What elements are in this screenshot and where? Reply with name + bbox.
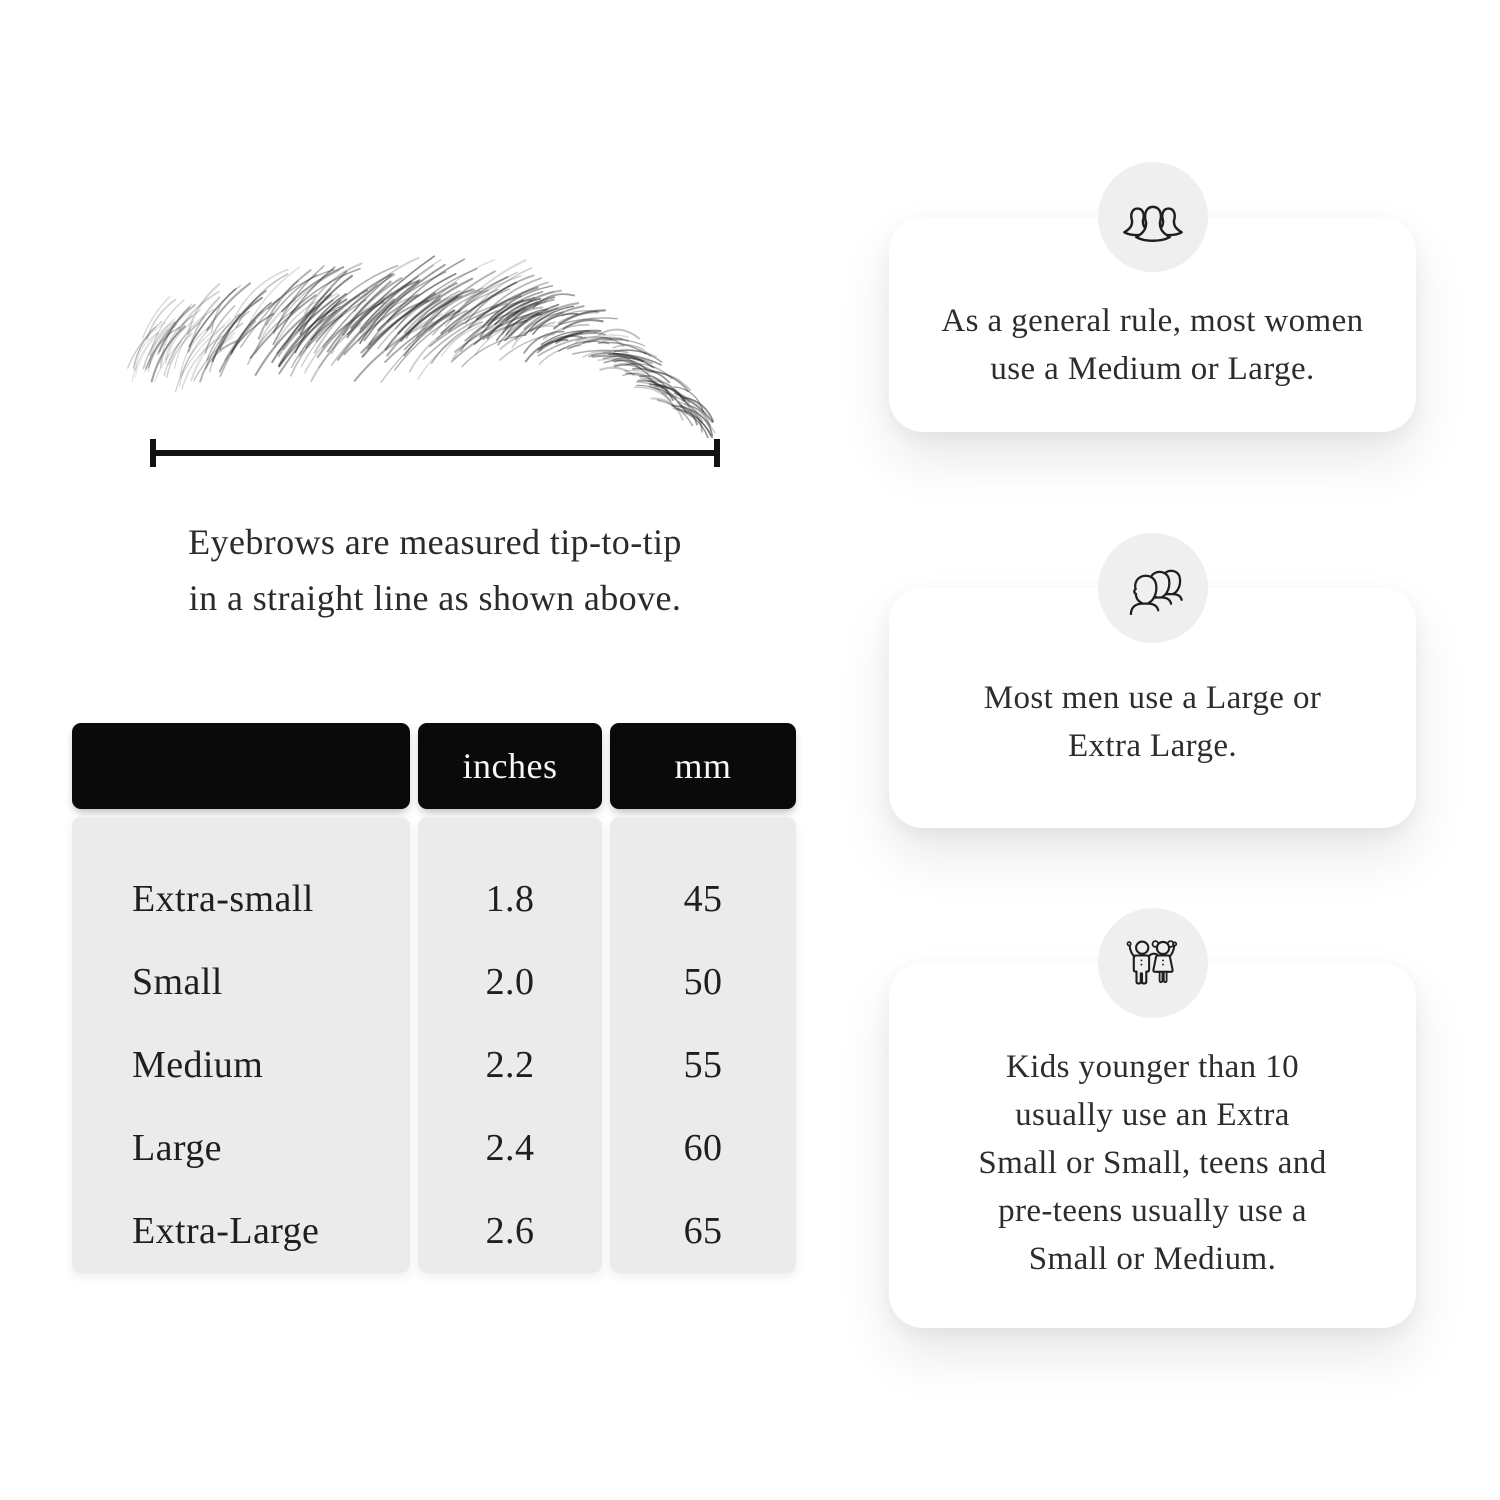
card-icon-circle: [1098, 533, 1208, 643]
eyebrow-illustration: [112, 246, 726, 438]
mm-value-cell: 50: [683, 960, 723, 1003]
card-icon-circle: [1098, 162, 1208, 272]
mm-value-cell: 55: [683, 1044, 723, 1086]
card-text-line: pre-teens usually use a: [998, 1193, 1307, 1229]
size-value-cell: Extra-Large: [132, 1210, 320, 1253]
card-text-line: use a Medium or Large.: [990, 351, 1315, 387]
info-card: [889, 217, 1416, 432]
size-value-cell: Small: [132, 960, 223, 1003]
size-value-cell: Large: [132, 1127, 222, 1170]
inches-value-cell: 2.4: [485, 1127, 535, 1170]
card-text-line: As a general rule, most women: [941, 303, 1364, 339]
inches-value-cell: 2.0: [485, 960, 535, 1003]
card-icon-circle: [1098, 908, 1208, 1018]
card-text-line: usually use an Extra: [1015, 1097, 1290, 1133]
measurement-caption: [85, 514, 785, 626]
measure-endcap-right: [714, 439, 720, 467]
caption-line: in a straight line as shown above.: [188, 578, 682, 618]
table-column-mm: [610, 817, 796, 1273]
size-value-cell: Medium: [132, 1044, 264, 1086]
inches-value-cell: 2.6: [485, 1210, 535, 1253]
caption-line: Eyebrows are measured tip-to-tip: [188, 522, 682, 562]
size-value-cell: Extra-small: [132, 877, 314, 920]
inches-value-cell: 2.2: [485, 1044, 535, 1086]
mm-value-cell: 60: [683, 1127, 723, 1170]
info-card: [889, 963, 1416, 1328]
mm-value-cell: 65: [683, 1210, 723, 1253]
table-column-size: [72, 817, 410, 1273]
table-header-size: [72, 723, 410, 809]
women-group-icon: [1122, 190, 1184, 244]
card-text-line: Small or Small, teens and: [978, 1145, 1327, 1181]
card-text-line: Kids younger than 10: [1005, 1049, 1300, 1085]
table-column-inches: [418, 817, 602, 1273]
men-group-icon: [1122, 561, 1184, 615]
measurement-line: [150, 439, 720, 467]
card-text-line: Extra Large.: [1067, 728, 1238, 764]
card-text-line: Small or Medium.: [1028, 1241, 1277, 1277]
info-card: [889, 588, 1416, 828]
table-header-mm: [610, 723, 796, 809]
table-header-inches: [418, 723, 602, 809]
measure-bar: [150, 450, 720, 456]
inches-value-cell: 1.8: [485, 877, 535, 920]
card-text-line: Most men use a Large or: [983, 680, 1322, 716]
table-header-label: inches: [462, 746, 558, 786]
mm-value-cell: 45: [683, 877, 723, 920]
kids-icon: [1124, 936, 1182, 990]
table-header-label: mm: [674, 746, 732, 786]
